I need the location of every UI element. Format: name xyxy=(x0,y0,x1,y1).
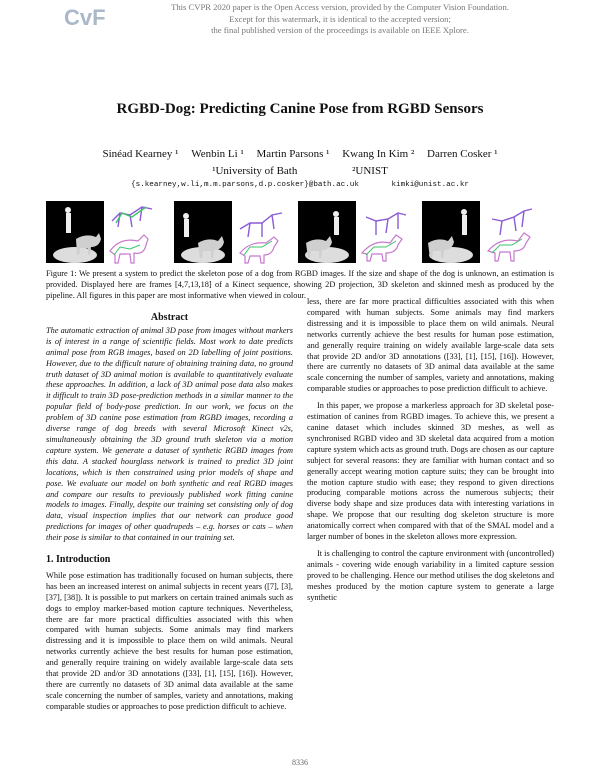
affiliation: ¹University of Bath xyxy=(212,165,298,177)
author-list xyxy=(0,148,600,160)
page-number: 8336 xyxy=(292,758,308,767)
abstract-heading: Abstract xyxy=(150,312,189,323)
frame-group-4 xyxy=(422,201,532,263)
frame-group-3 xyxy=(298,201,406,263)
figure-1-image xyxy=(46,199,554,267)
author: Darren Cosker ¹ xyxy=(427,148,498,160)
intro-paragraph-2: In this paper, we propose a markerless approach for 3D skeletal pose-estimation of canines from RGBD images. To achieve this, we present a canine dataset which includes skinned 3D meshes, as well as synchronised RGBD video and 3D skeletal data acquired from a motion capture system which acts as ground truth. Dogs are chosen as our capture subject for several reasons: they are familiar with human contact and so generally accept wearing motion capture suits; they can be brought into the motion capture studio with ease; they respond to given directions producing comparable motions across the numerous subjects; their diverse body shape and size produces data with interesting variations in shape. We propose that our resulting dog skeleton structure is more anatomically correct when compared with that of the SMAL model and a larger number of bones in the skeleton allows more expression. xyxy=(307,401,554,542)
watermark-line-2: Except for this watermark, it is identical to the accepted version; xyxy=(229,13,451,24)
right-column xyxy=(307,297,554,603)
watermark-line-1: This CVPR 2020 paper is the Open Access version, provided by the Computer Vision Foundation. xyxy=(171,2,509,12)
affiliation: ²UNIST xyxy=(352,165,388,177)
frame-group-1 xyxy=(46,201,152,263)
author: Martin Parsons ¹ xyxy=(256,148,330,160)
abstract-text: The automatic extraction of animal 3D pose from images without markers is of interest in a range of scientific fields. Most work to date predicts animal pose from RGB images, based on 2D labelling of joint positions. However, due to the difficult nature of obtaining training data, no ground truth dataset of 3D animal motion is available to quantitatively evaluate these approaches. In addition, a lack of 3D animal pose data also makes it difficult to train 3D pose-prediction methods in a similar manner to the popular field of body-pose prediction. In our work, we focus on the problem of 3D canine pose estimation from RGBD images, recording a diverse range of dog breeds with several Microsoft Kinect v2s, simultaneously obtaining the 3D ground truth skeleton via a motion capture system. We generate a dataset of synthetic RGBD images from this data. A stacked hourglass network is trained to predict 3D joint locations, which is then constrained using prior models of shape and pose. We evaluate our model on both synthetic and real RGBD images and compare our results to previously published work fitting canine models to images. Finally, despite our training set consisting only of dog data, visual inspection implies that our network can produce good predictions for images of other quadrupeds – e.g. horses or cats – when their pose is similar to that contained in our training set. xyxy=(46,325,293,543)
paper-title: RGBD-Dog: Predicting Canine Pose from RGBD Sensors xyxy=(116,101,484,117)
email: kimki@unist.ac.kr xyxy=(391,181,469,189)
watermark-line-3: the final published version of the proceedings is available on IEEE Xplore. xyxy=(211,25,469,35)
frame-group-2 xyxy=(174,201,282,263)
logo-text: CvF xyxy=(64,5,106,30)
affiliations xyxy=(0,165,600,177)
cvf-logo xyxy=(62,4,108,30)
intro-paragraph-3: It is challenging to control the capture environment with (uncontrolled) animals - covering wide enough variability in a limited capture session proved to be challenging. Hence our method utilises the dog skeletons and meshes produced by the motion capture system to generate a large synthetic xyxy=(307,548,555,602)
section-heading-introduction: 1. Introduction xyxy=(46,554,111,566)
emails xyxy=(0,181,600,189)
intro-paragraph-1: While pose estimation has traditionally focused on human subjects, there has been an increased interest on animal subjects in recent years ([7], [3], [37], [38]). It is possible to put markers on certain trained animals such as dogs to employ marker-based motion capture techniques. Nevertheless, there are far more practical difficulties associated with this when compared with human subjects. Some animals may find markers distressing and it is impossible to place them on wild animals. Neural networks currently achieve the best results for human pose estimation, and generally require training on widely available large-scale data sets that provide 2D and/or 3D annotations ([33], [1], [15], [16]). However, there are currently no datasets of 3D animal data available at the same scale concerning the number of samples, variety and annotations, making comparable studies or approaches to pose prediction difficult to achieve. xyxy=(46,570,293,711)
email: {s.kearney,w.li,m.m.parsons,d.p.cosker}@bath.ac.uk xyxy=(131,181,359,189)
author: Kwang In Kim ² xyxy=(342,148,415,160)
intro-paragraph-1-continued: less, there are far more practical difficulties associated with this when compared with human subjects. Some animals may find markers distressing and it is impossible to place them on wild animals. Neural networks currently achieve the best results for human pose estimation, and generally require training on widely available large-scale data sets that provide 2D and/or 3D annotations ([33], [1], [15], [16]). However, there are currently no datasets of 3D animal data available at the same scale concerning the number of samples, variety and annotations, making comparable studies or approaches to pose prediction difficult to achieve. xyxy=(307,297,554,394)
figure-caption: Figure 1: We present a system to predict the skeleton pose of a dog from RGBD images. If the size and shape of the dog is unknown, an estimation is provided. Displayed here are frames [4,7,13,18] of a Kinect sequence, showing 2D projection, 3D skeleton and skinned mesh as produced by the pipeline. All figures in this paper are most informative when viewed in colour. xyxy=(46,269,554,300)
left-column xyxy=(46,312,293,711)
figure-1 xyxy=(46,199,554,267)
watermark xyxy=(120,2,560,37)
author: Sinéad Kearney ¹ xyxy=(102,148,179,160)
author: Wenbin Li ¹ xyxy=(191,148,244,160)
